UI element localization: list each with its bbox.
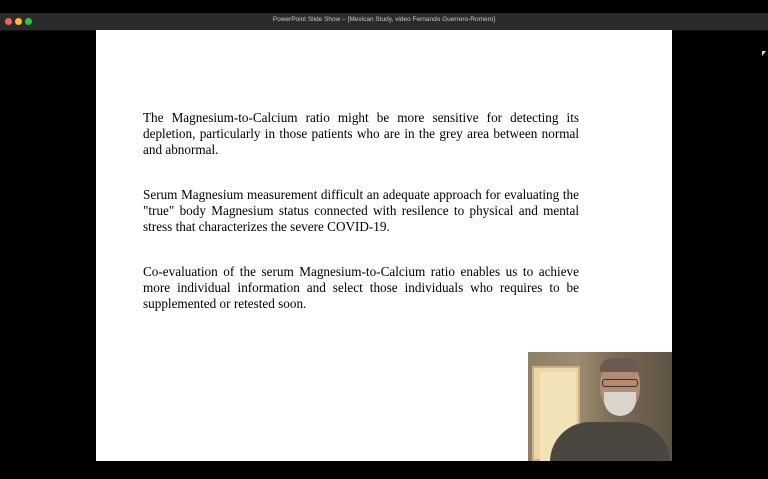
window-title: PowerPoint Slide Show – [Mexican Study, video Fernando Guerrero-Romero] [272, 16, 496, 23]
slide-paragraph-2: Serum Magnesium measurement difficult an adequate approach for evaluating the "true" body Magnesium status connected with resilence to physical and mental stress that characterizes the severe COVID-19. [143, 187, 579, 234]
video-presenter-shirt [550, 422, 670, 461]
video-presenter-glasses [602, 379, 638, 387]
slide-paragraph-3: Co-evaluation of the serum Magnesium-to-Calcium ratio enables us to achieve more individual information and select those individuals who requires to be supplemented or retested soon. [143, 264, 579, 311]
slide-paragraph-1: The Magnesium-to-Calcium ratio might be more sensitive for detecting its depletion, particularly in those patients who are in the grey area between normal and abnormal. [143, 110, 579, 157]
presenter-video-thumbnail[interactable] [528, 352, 672, 461]
window-titlebar [0, 13, 768, 31]
video-presenter-hair [600, 358, 640, 372]
mouse-cursor-icon [762, 51, 766, 56]
